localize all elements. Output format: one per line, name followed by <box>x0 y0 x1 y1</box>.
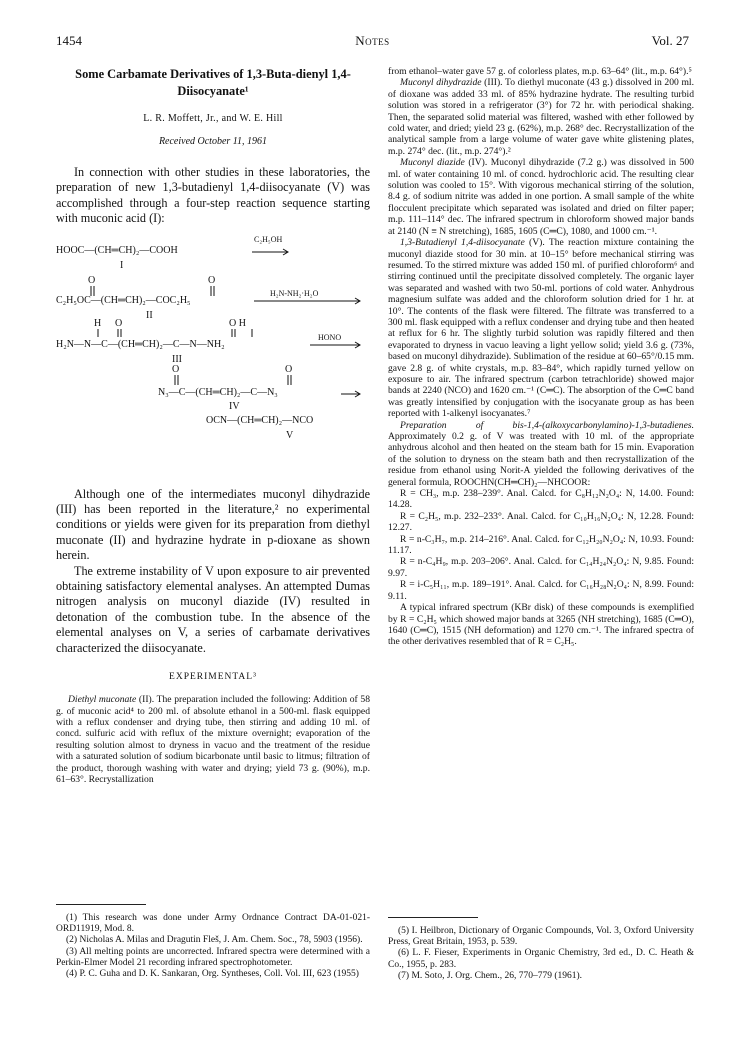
dihydrazide-label: Muconyl dihydrazide <box>400 77 482 89</box>
dihydrazide-procedure <box>388 77 694 157</box>
recrystallization-text: from ethanol–water gave 57 g. of colorless plates, m.p. 63–64° (lit., m.p. 64°).⁵ <box>388 66 692 77</box>
infrared-summary: A typical infrared spectrum (KBr disk) of these compounds is exemplified by R = C₂H₅ which showed major bands at 3265 (NH stretching), 1685 (C═O), 1640 (C═C), 1515 (NH deformation) and 1270 cm.⁻¹. The infrared spectra of the other derivatives resembled that of R = C₂H₅. <box>388 602 694 648</box>
carbonyl-o-4: O <box>172 363 180 375</box>
intro-paragraph: In connection with other studies in these laboratories, the preparation of new 1,3-butadienyl 1,4-diisocyanate (V) was accomplished through a four-step reaction sequence starting with muconic acid (I): <box>56 165 370 226</box>
paragraph-3: The extreme instability of V upon exposure to air prevented obtaining satisfactory elemental analyses. An attempted Dumas nitrogen analysis on muconyl diazide (IV) resulted in detonation of the combustion tube. In the absence of the elemental analyses on V, a series of carbamate derivatives characterized the diisocyanate. <box>56 563 370 655</box>
label-III: III <box>172 353 182 365</box>
reaction-scheme <box>56 229 370 477</box>
diisocyanate-text: (V). The reaction mixture containing the muconyl diazide stood for 30 min. at 10–15° before mechanical stirring was resumed. To the stirred mixture was added 150 ml. of purified chloroform⁶ and stirring continued until the precipitate dissolved completely. The organic layer was separated and washed with two 50-ml. portions of cold water. Anhydrous magnesium sulfate was added and the chloroform solution dried for 1 hr. at 10°. The contents of the flask were filtered. The filtrate was transferred to a 300 ml. flask equipped with a reflux condenser and drying tube and then heated at reflux for 6 hr. The slightly turbid solution was rapidly filtered and then evaporated to dryness in vacuo leaving a light yellow solid; yield 3.6 g. (73%, based on muconyl dihydrazide). Sublimation of the residue at 60–65°/0.15 mm. gave 2.8 g. of white crystals, m.p. 83–84°, which rapidly turned yellow on exposure to air. The infrared spectrum (carbon tetrachloride) showed major bands at 2240 (NCO) and 1620 cm.⁻¹ (C═C). The absorption of the C═C band was greatly intensified by conjugation with the isocyanate group as has been reported with 1-alkenyl isocyanates.⁷ <box>388 237 694 420</box>
label-IV: IV <box>229 400 240 412</box>
derivative-isoamyl: R = i-C₅H₁₁, m.p. 189–191°. Anal. Calcd. for C₁₆H₂₈N₂O₄: N, 8.99. Found: 9.11. <box>388 579 694 602</box>
footnote-7: (7) M. Soto, J. Org. Chem., 26, 770–779 (1961). <box>398 970 583 981</box>
diazide-text: (IV). Muconyl dihydrazide (7.2 g.) was dissolved in 500 ml. of water containing 10 ml. of concd. hydrochloric acid. The resulting clear solution was cooled to 15°. With vigorous mechanical stirring of the solution, 8.4 g. of sodium nitrite was added in one portion. A small sample of the white flocculent precipitate which separated was isolated and dried on filter paper; m.p. 111–114° dec. The infrared spectrum in chloroform showed major bands at 2140 (N ≡ N stretching), 1685, 1605 (C═C), 1080, and 1000 cm.⁻¹. <box>388 157 694 237</box>
footnote-5: (5) I. Heilbron, Dictionary of Organic Compounds, Vol. 3, Oxford University Press, Great Britain, 1953, p. 539. <box>388 926 694 948</box>
carbonyl-o-2: O <box>208 274 216 286</box>
hydrogen-1: H <box>94 317 102 329</box>
derivative-propyl: R = n-C₃H₇, m.p. 214–216°. Anal. Calcd. for C₁₂H₂₀N₂O₄: N, 10.93. Found: 11.17. <box>388 533 694 557</box>
paragraph-2: Although one of the intermediates muconyl dihydrazide (III) has been reported in the literature,² no experimental conditions or yields were given for its preparation from diethyl muconate (II) and hydrazine hydrate in p-dioxane as shown herein. <box>56 486 370 563</box>
carbonyl-o-1: O <box>88 274 96 286</box>
diazide-label: Muconyl diazide <box>400 157 465 169</box>
reagent-2: H₂N-NH₂·H₂O <box>270 288 319 298</box>
footnote-4: (4) P. C. Guha and D. K. Sankaran, Org. Syntheses, Coll. Vol. III, 623 (1955) <box>66 969 359 980</box>
volume-number: Vol. 27 <box>651 33 689 48</box>
footnote-rule <box>56 904 146 905</box>
right-column <box>388 66 694 648</box>
muconic-acid: HOOC—(CH═CH)₂—COOH <box>56 244 178 256</box>
footnotes-right <box>388 917 694 982</box>
diazide-procedure <box>388 157 694 237</box>
footnote-2: (2) Nicholas A. Milas and Dragutin Fleš, J. Am. Chem. Soc., 78, 5903 (1956). <box>66 935 363 946</box>
carbamate-text: Approximately 0.2 g. of V was treated with 10 ml. of the appropriate anhydrous alcohol and then heated on the steam bath for 15 min. Evaporation of the solution to dryness on the steam bath and then recrystallization of the residue from ethanol using Norit-A yielded the following derivatives of the general formula, ROOCHN(CH═CH)₂—NHCOOR: <box>388 431 694 488</box>
section-title: Notes <box>355 33 390 48</box>
diisocyanate-procedure <box>388 237 694 420</box>
derivative-methyl: R = CH₃, m.p. 238–239°. Anal. Calcd. for C₈H₁₂N₂O₄: N, 14.00. Found: 14.28. <box>388 488 694 511</box>
authors: L. R. Moffett, Jr., and W. E. Hill <box>143 113 283 124</box>
footnote-rule-right <box>388 917 478 918</box>
label-V: V <box>286 429 294 441</box>
muconyl-dihydrazide: H₂N—N—C—(CH═CH)₂—C—N—NH₂ <box>56 338 225 350</box>
footnote-3: (3) All melting points are uncorrected. Infrared spectra were determined with a Perkin-Elmer Model 21 recording infrared spectrophotometer. <box>56 946 370 968</box>
dihydrazide-text: (III). To diethyl muconate (43 g.) dissolved in 200 ml. of dioxane was added 33 ml. of 85% hydrazine hydrate. The resulting turbid solution was stored in a refrigerator (3°) for 72 hr. with periodical shaking. Then, the separated solid material was filtered, washed with ether followed by cold water, and dried; yield 23 g. (62%), m.p. 268° dec. Recrystallization of the analytical sample from a large volume of water gave white glistening plates, m.p. 274° dec. (lit., m.p. 274°).² <box>388 77 694 157</box>
page-number: 1454 <box>56 33 82 48</box>
diisocyanate: OCN—(CH═CH)₂—NCO <box>206 414 314 426</box>
reagent-1: C₂H₅OH <box>254 234 283 244</box>
carbamate-label: Preparation of bis-1,4-(alkoxycarbonylamino)-1,3-butadienes. <box>400 419 694 431</box>
left-column <box>56 66 370 785</box>
footnote-1: (1) This research was done under Army Ordnance Contract DA-01-021-ORD11919, Mod. 8. <box>56 913 370 935</box>
footnotes-left <box>56 894 370 980</box>
experimental-heading: EXPERIMENTAL³ <box>169 672 257 683</box>
footnote-6: (6) L. F. Fieser, Experiments in Organic Chemistry, 3rd ed., D. C. Heath & Co., 1955, p. 283. <box>388 948 694 970</box>
carbonyl-o-5: O <box>285 363 293 375</box>
diisocyanate-label: 1,3-Butadienyl 1,4-diisocyanate <box>400 237 525 249</box>
running-header <box>56 33 689 51</box>
diethyl-muconate: C₂H₅OC—(CH═CH)₂—COC₂H₅ <box>56 294 191 306</box>
oh-label: O H <box>229 317 246 329</box>
procedure-label: Diethyl muconate <box>68 694 137 706</box>
label-I: I <box>120 259 124 271</box>
procedure-text: (II). The preparation included the following: Addition of 58 g. of muconic acid⁴ to 200 ml. of absolute ethanol in a 500-ml. flask equipped with a reflux condenser and drying tube, then stirring and adding 10 ml. of concd. sulfuric acid with reflux of the mixture overnight; evaporation of the resulting solution almost to dryness in vacuo and the treatment of the residue with a saturated solution of sodium bicarbonate until basic to litmus; filtration of the product, thorough washing with water and drying; yield 73 g. (90%), m.p. 61–63°. Recrystallization <box>56 694 370 785</box>
derivative-butyl: R = n-C₄H₉, m.p. 203–206°. Anal. Calcd. for C₁₄H₂₄N₂O₄: N, 9.85. Found: 9.97. <box>388 556 694 579</box>
received-date: Received October 11, 1961 <box>158 136 268 147</box>
scheme-bonds <box>56 229 370 477</box>
diethyl-muconate-procedure <box>56 694 370 785</box>
carbamate-procedure <box>388 420 694 488</box>
article-title: Some Carbamate Derivatives of 1,3-Buta-dienyl 1,4-Diisocyanate¹ <box>75 67 351 98</box>
reagent-3: HONO <box>318 332 342 342</box>
muconyl-diazide: N₃—C—(CH═CH)₂—C—N₃ <box>158 386 278 398</box>
label-II: II <box>146 309 153 321</box>
carbonyl-o-3: O <box>115 317 123 329</box>
derivative-ethyl: R = C₂H₅, m.p. 232–233°. Anal. Calcd. for C₁₀H₁₆N₂O₄: N, 12.28. Found: 12.27. <box>388 510 694 534</box>
